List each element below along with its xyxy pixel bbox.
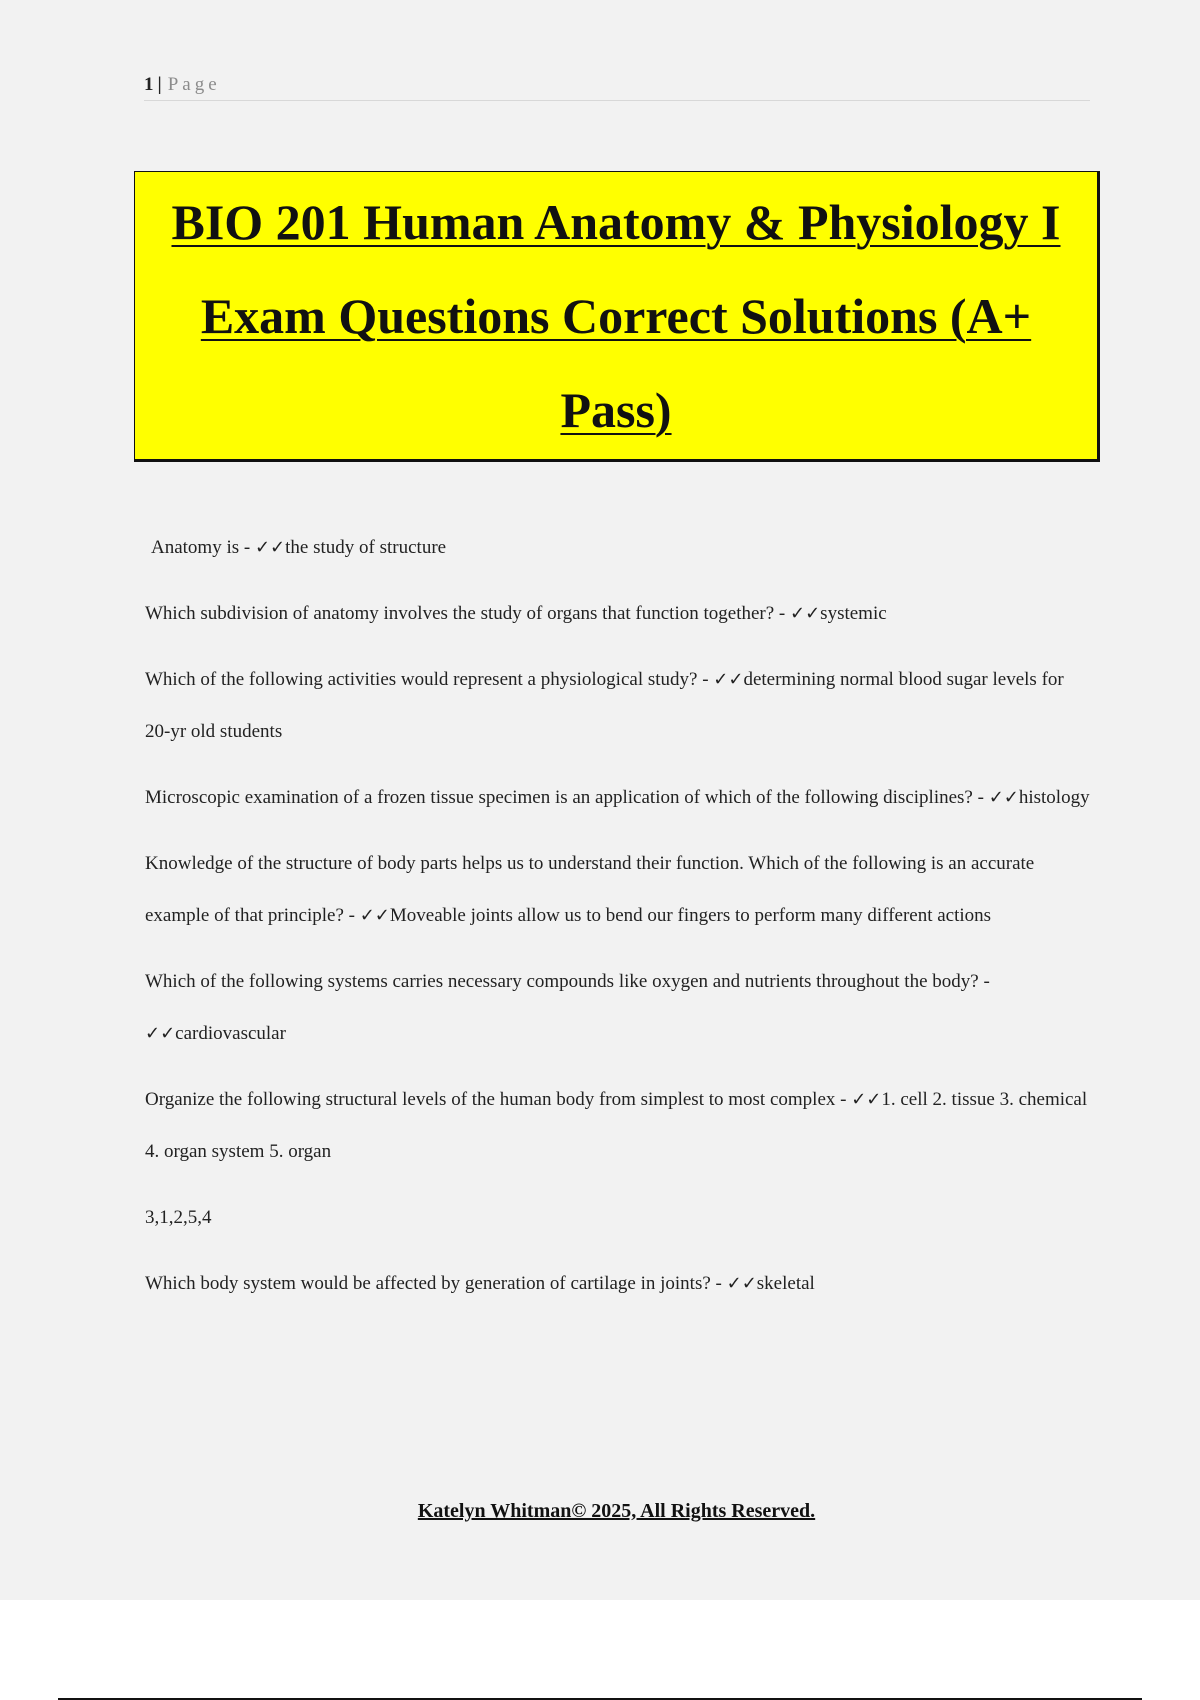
header-separator: | [157, 74, 162, 95]
check-icon: ✓✓ [988, 787, 1019, 808]
check-icon: ✓✓ [726, 1273, 757, 1294]
document-title: BIO 201 Human Anatomy & Physiology I Exam Questions Correct Solutions (A+ Pass) [171, 193, 1061, 438]
qa-item [145, 1192, 1090, 1244]
qa-answer: the study of structure [285, 537, 447, 558]
page-label: Page [167, 74, 221, 95]
qa-answer: 3,1,2,5,4 [145, 1207, 212, 1228]
page-header [144, 72, 1090, 101]
qa-answer: systemic [820, 603, 887, 624]
qa-item [145, 522, 1090, 574]
check-icon: ✓✓ [359, 905, 390, 926]
qa-item [145, 1074, 1090, 1178]
check-icon: ✓✓ [254, 537, 286, 558]
qa-question: Which of the following systems carries necessary compounds like oxygen and nutrients throughout the body? - [145, 971, 990, 992]
qa-answer: histology [1018, 787, 1090, 808]
check-icon: ✓✓ [790, 603, 821, 624]
qa-question: Which subdivision of anatomy involves the study of organs that function together? - [145, 603, 790, 624]
qa-item [145, 838, 1090, 942]
check-icon: ✓✓ [713, 669, 744, 690]
qa-item [145, 588, 1090, 640]
qa-answer: skeletal [756, 1273, 815, 1294]
qa-item [145, 1258, 1090, 1310]
qa-answer: determining normal blood sugar levels for 20-yr old students [145, 669, 1064, 742]
qa-answer: cardiovascular [175, 1023, 286, 1044]
copyright-notice: Katelyn Whitman© 2025, All Rights Reserved. [417, 1500, 816, 1522]
check-icon: ✓✓ [145, 1023, 176, 1044]
qa-answer: 1. cell 2. tissue 3. chemical 4. organ system 5. organ [145, 1089, 1088, 1162]
qa-item [145, 956, 1090, 1060]
title-box [134, 171, 1100, 462]
qa-item [145, 772, 1090, 824]
qa-question: Which of the following activities would represent a physiological study? - [145, 669, 714, 690]
qa-question: Knowledge of the structure of body parts helps us to understand their function. Which of the following is an accurate example of that principle? - [145, 853, 1035, 926]
qa-list [145, 522, 1090, 1324]
qa-question: Microscopic examination of a frozen tissue specimen is an application of which of the following disciplines? - [145, 787, 989, 808]
qa-item [145, 654, 1090, 758]
qa-question: Anatomy is - [151, 537, 255, 558]
qa-question: Organize the following structural levels of the human body from simplest to most complex - [145, 1089, 852, 1110]
check-icon: ✓✓ [851, 1089, 882, 1110]
qa-answer: Moveable joints allow us to bend our fingers to perform many different actions [389, 905, 992, 926]
qa-question: Which body system would be affected by generation of cartilage in joints? - [145, 1273, 727, 1294]
page-number: 1 [144, 74, 154, 95]
